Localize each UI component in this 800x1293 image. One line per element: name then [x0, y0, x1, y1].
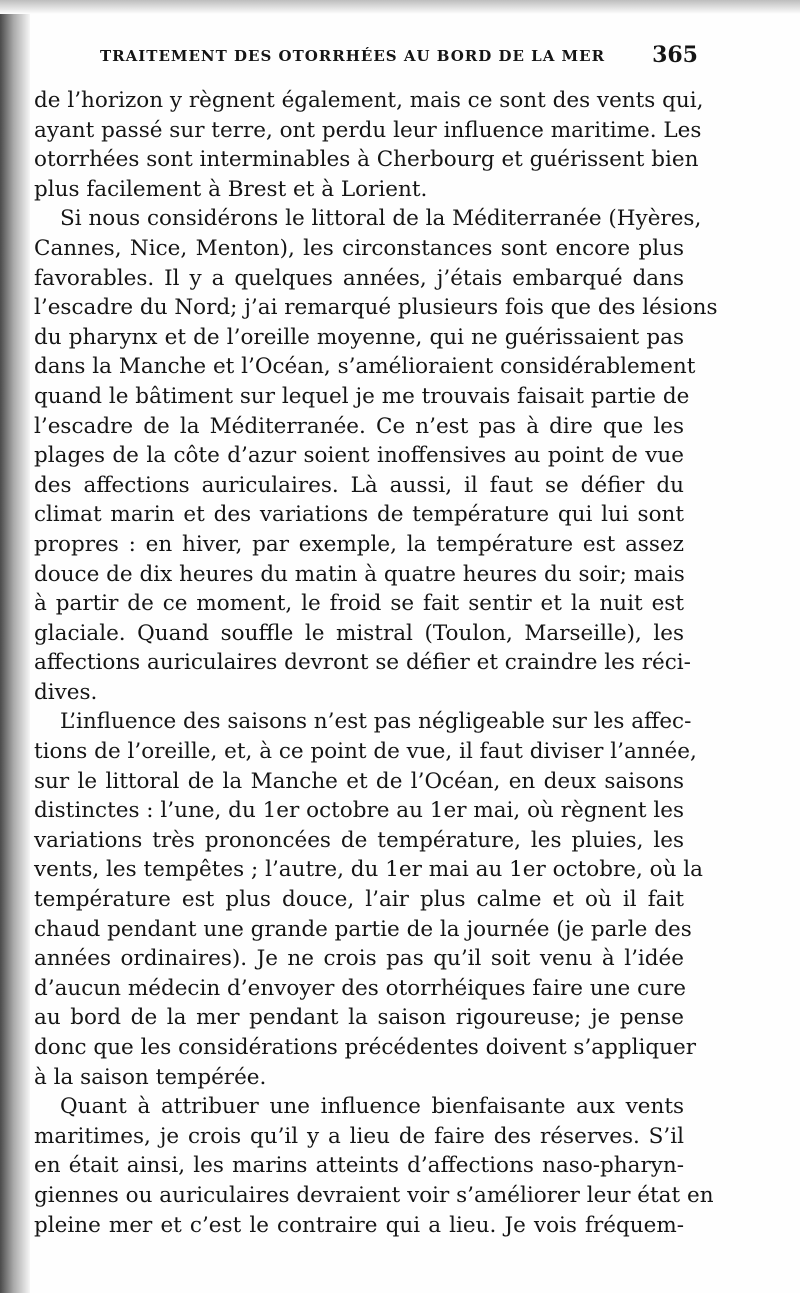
text-line: glaciale. Quand souffle le mistral (Toulon, Marseille), les	[34, 620, 684, 646]
text-line: climat marin et des variations de température qui lui sont	[34, 502, 684, 528]
text-line: Quant à attribuer une influence bienfaisante aux vents	[60, 1094, 684, 1120]
text-line: vents, les tempêtes ; l’autre, du 1er mai au 1er octobre, où la	[34, 857, 703, 883]
text-line: pleine mer et c’est le contraire qui a lieu. Je vois fréquem-	[34, 1212, 684, 1238]
text-line: Si nous considérons le littoral de la Méditerranée (Hyères,	[60, 206, 702, 232]
text-line: otorrhées sont interminables à Cherbourg et guérissent bien	[34, 147, 699, 173]
text-line: l’escadre du Nord; j’ai remarqué plusieurs fois que des lésions	[34, 295, 718, 321]
running-head	[58, 40, 698, 70]
text-line: donc que les considérations précédentes doivent s’appliquer	[34, 1035, 697, 1060]
text-line: de l’horizon y règnent également, mais ce sont des vents qui,	[34, 88, 704, 113]
text-line: maritimes, je crois qu’il y a lieu de faire des réserves. S’il	[34, 1123, 684, 1149]
text-line: en était ainsi, les marins atteints d’affections naso-pharyn-	[34, 1153, 684, 1179]
page-top-shadow	[0, 0, 800, 14]
page-number: 365	[652, 42, 698, 68]
text-line: des affections auriculaires. Là aussi, il faut se défier du	[34, 472, 684, 498]
text-line: propres : en hiver, par exemple, la température est assez	[34, 531, 684, 557]
running-title: TRAITEMENT DES OTORRHÉES AU BORD DE LA MER	[100, 47, 606, 65]
text-line: dans la Manche et l’Océan, s’amélioraient considérablement	[34, 354, 696, 380]
text-line: plus facilement à Brest et à Lorient.	[34, 176, 428, 202]
text-line: l’escadre de la Méditerranée. Ce n’est pas à dire que les	[34, 413, 684, 439]
text-line: années ordinaires). Je ne crois pas qu’il soit venu à l’idée	[34, 946, 684, 972]
text-line: tions de l’oreille, et, à ce point de vue, il faut diviser l’année,	[34, 739, 697, 765]
text-line: affections auriculaires devront se défier et craindre les réci-	[34, 650, 691, 676]
text-line: douce de dix heures du matin à quatre heures du soir; mais	[34, 561, 685, 587]
text-line: à partir de ce moment, le froid se fait sentir et la nuit est	[34, 591, 684, 617]
text-line: quand le bâtiment sur lequel je me trouvais faisait partie de	[34, 383, 690, 409]
page-edge-shadow	[0, 0, 30, 1293]
text-line: d’aucun médecin d’envoyer des otorrhéiques faire une cure	[34, 975, 686, 1001]
text-line: favorables. Il y a quelques années, j’étais embarqué dans	[34, 265, 684, 291]
text-line: au bord de la mer pendant la saison rigoureuse; je pense	[34, 1005, 684, 1031]
text-line: ayant passé sur terre, ont perdu leur influence maritime. Les	[34, 117, 702, 143]
text-line: température est plus douce, l’air plus calme et où il fait	[34, 887, 684, 913]
text-line: distinctes : l’une, du 1er octobre au 1er mai, où règnent les	[34, 798, 684, 824]
text-line: Cannes, Nice, Menton), les circonstances sont encore plus	[34, 235, 684, 261]
text-line: chaud pendant une grande partie de la journée (je parle des	[34, 916, 692, 942]
text-line: du pharynx et de l’oreille moyenne, qui ne guérissaient pas	[34, 324, 684, 350]
text-line: sur le littoral de la Manche et de l’Océan, en deux saisons	[34, 768, 684, 794]
text-line: dives.	[34, 679, 98, 705]
body-text	[34, 86, 718, 1240]
text-line: plages de la côte d’azur soient inoffensives au point de vue	[34, 443, 684, 469]
text-line: giennes ou auriculaires devraient voir s’améliorer leur état en	[34, 1182, 714, 1208]
text-line: variations très prononcées de température, les pluies, les	[34, 827, 684, 853]
text-line: L’influence des saisons n’est pas négligeable sur les affec-	[60, 709, 692, 735]
text-line: à la saison tempérée.	[34, 1064, 267, 1090]
